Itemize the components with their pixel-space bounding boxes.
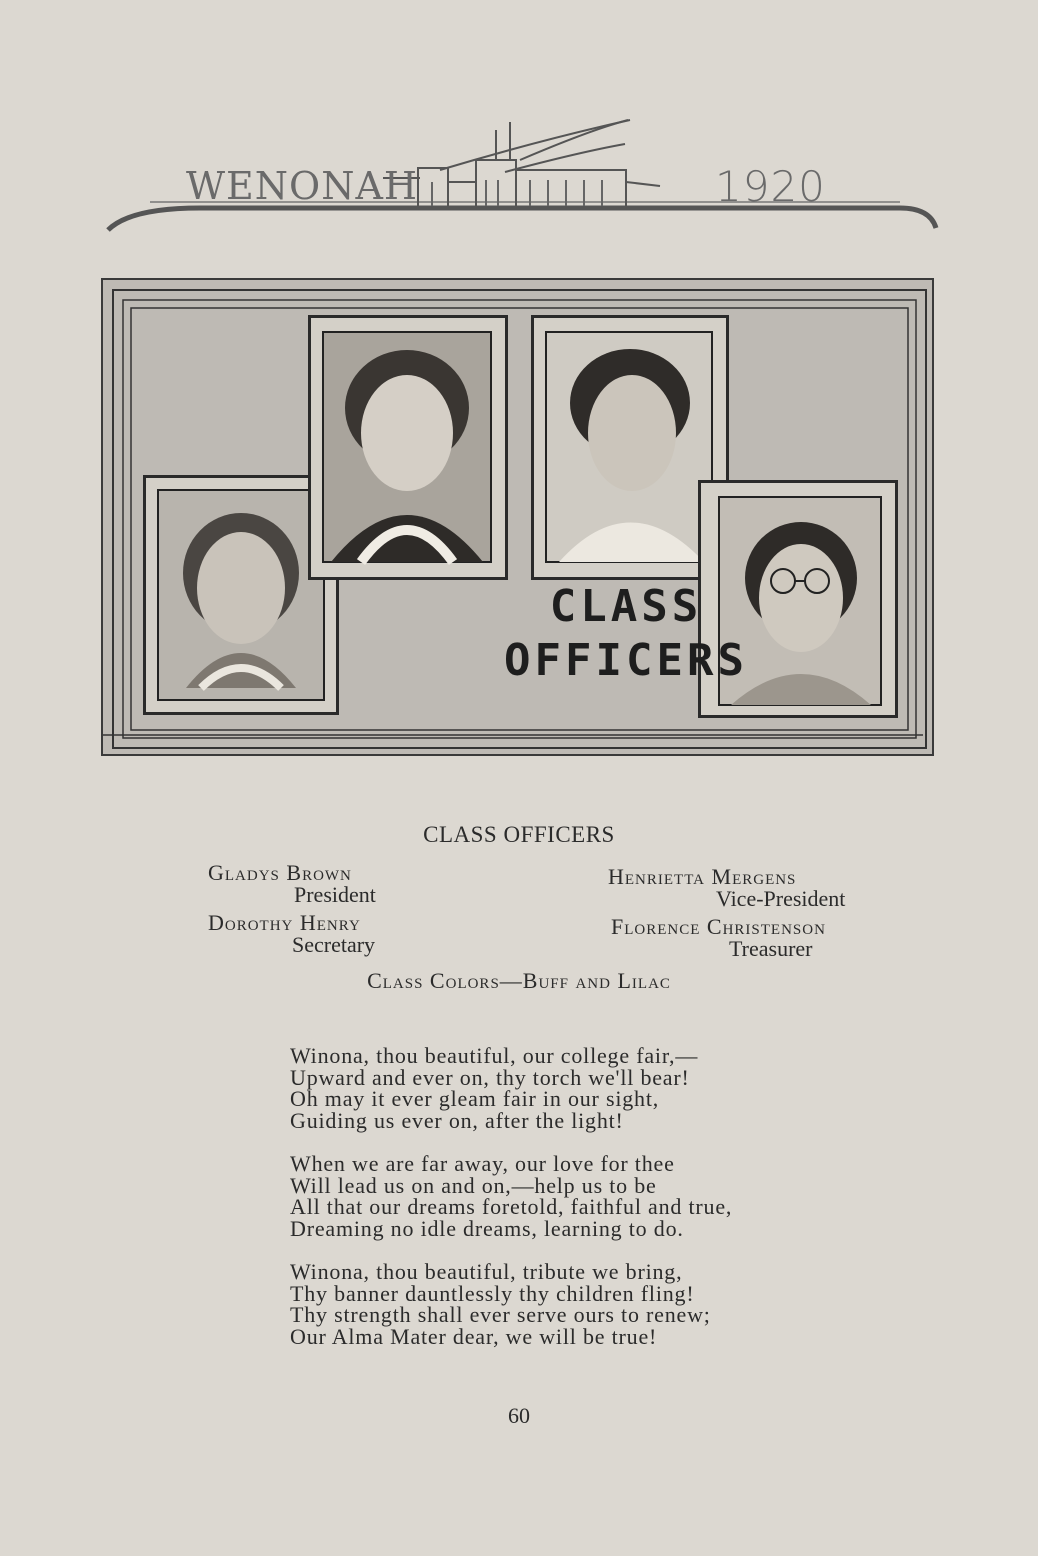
plate-title-line: OFFICERS [504,635,748,686]
poem-line: Will lead us on and on,—help us to be [290,1172,657,1198]
officer-entry [611,916,826,960]
officer-name: Florence Christenson [611,914,826,939]
poem-line: Oh may it ever gleam fair in our sight, [290,1086,660,1111]
officer-entry [208,912,375,956]
officer-role: Secretary [292,932,376,957]
officer-entry [608,866,845,910]
section-heading: CLASS OFFICERS [423,822,615,847]
officer-role: Vice-President [716,886,846,911]
header-year: 1920 [715,162,826,211]
class-officers-photo-plate [101,278,934,756]
portrait-photo [308,315,508,580]
officer-role: Treasurer [729,936,813,961]
poem-line: Winona, thou beautiful, our college fair,— [290,1043,699,1068]
poem-stanza [290,1261,732,1347]
poem-line: Guiding us ever on, after the light! [290,1107,624,1133]
poem-line: Upward and ever on, thy torch we'll bear! [290,1064,690,1090]
officer-role: President [294,882,376,907]
poem-line: All that our dreams foretold, faithful and true, [290,1194,733,1219]
poem-line: Thy banner dauntlessly thy children fling! [290,1280,695,1306]
officer-name: Henrietta Mergens [608,864,797,889]
poem-line: Dreaming no idle dreams, learning to do. [290,1215,684,1241]
class-colors: Class Colors—Buff and Lilac [367,968,671,993]
poem-line: Our Alma Mater dear, we will be true! [290,1323,658,1349]
poem [290,1045,732,1369]
officer-name: Gladys Brown [208,860,352,885]
header-ornament [0,100,1038,240]
page-header [0,100,1038,240]
poem-line: When we are far away, our love for thee [290,1151,675,1176]
officer-entry [208,862,376,906]
officer-name: Dorothy Henry [208,910,361,935]
poem-line: Thy strength shall ever serve ours to renew; [290,1302,711,1327]
poem-stanza [290,1153,732,1239]
plate-title [496,580,756,688]
page-number: 60 [508,1403,530,1428]
poem-line: Winona, thou beautiful, tribute we bring, [290,1259,683,1284]
header-title: WENONAH [186,164,419,208]
poem-stanza [290,1045,732,1131]
plate-title-line: CLASS [549,581,703,632]
